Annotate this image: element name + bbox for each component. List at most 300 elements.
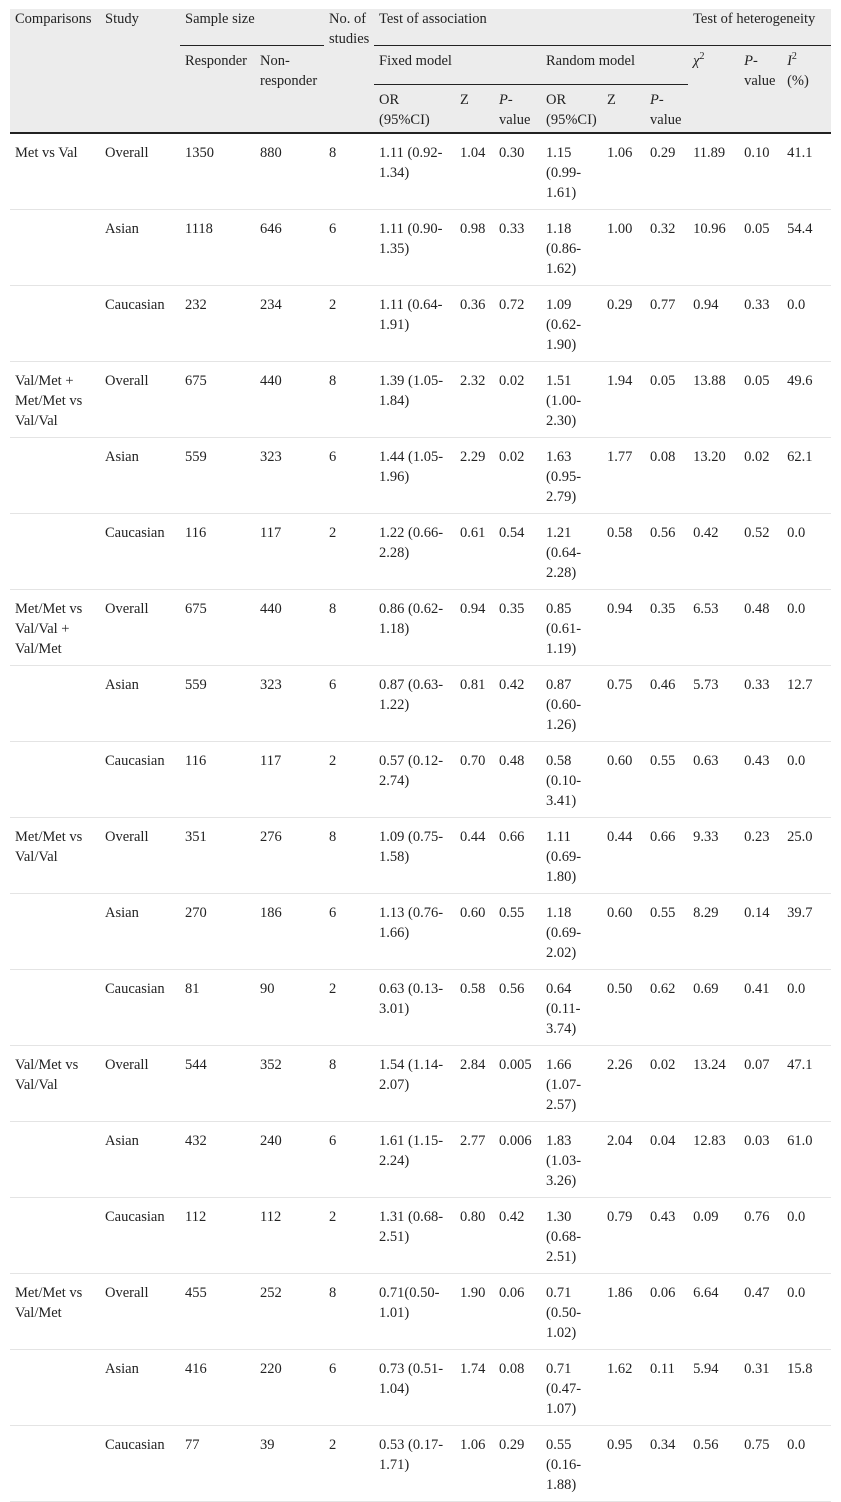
cell-fixed-or: 0.87 (0.63-1.22): [374, 666, 455, 742]
i-exponent: 2: [791, 51, 797, 63]
cell-fixed-p: 0.08: [494, 1350, 541, 1426]
cell-fixed-z: 0.80: [455, 1198, 494, 1274]
cell-chi2: 5.94: [688, 1350, 739, 1426]
table-row: [10, 1274, 831, 1350]
header-fixed-z: Z: [455, 85, 494, 134]
cell-study: Asian: [100, 894, 180, 970]
cell-random-z: 0.79: [602, 1198, 645, 1274]
cell-random-p: 0.43: [645, 1198, 688, 1274]
chi-exponent: 2: [699, 51, 705, 63]
cell-random-p: 0.77: [645, 286, 688, 362]
cell-random-z: 0.95: [602, 1426, 645, 1502]
cell-random-z: 0.58: [602, 514, 645, 590]
cell-fixed-p: 0.42: [494, 1198, 541, 1274]
cell-study: Overall: [100, 590, 180, 666]
cell-chi2: 5.73: [688, 666, 739, 742]
cell-non-responder: 240: [255, 1122, 324, 1198]
cell-fixed-or: 1.11 (0.64-1.91): [374, 286, 455, 362]
cell-fixed-p: 0.33: [494, 210, 541, 286]
cell-fixed-p: 0.48: [494, 742, 541, 818]
cell-fixed-p: 0.35: [494, 590, 541, 666]
cell-no-studies: 8: [324, 362, 374, 438]
cell-random-p: 0.62: [645, 970, 688, 1046]
cell-fixed-or: 1.54 (1.14-2.07): [374, 1046, 455, 1122]
cell-fixed-or: 0.63 (0.13-3.01): [374, 970, 455, 1046]
cell-chi2: 13.88: [688, 362, 739, 438]
cell-no-studies: 6: [324, 438, 374, 514]
cell-study: Overall: [100, 362, 180, 438]
p-symbol: P: [744, 53, 753, 69]
cell-i2: 0.0: [782, 742, 831, 818]
table-row: [10, 286, 831, 362]
cell-het-p: 0.52: [739, 514, 782, 590]
header-test-heterogeneity: Test of heterogeneity: [688, 9, 831, 46]
table-row: [10, 590, 831, 666]
cell-random-or: 0.71 (0.50-1.02): [541, 1274, 602, 1350]
cell-responder: 232: [180, 286, 255, 362]
cell-comparison: [10, 894, 100, 970]
p-suffix: -value: [499, 92, 531, 128]
cell-non-responder: 440: [255, 362, 324, 438]
cell-het-p: 0.31: [739, 1350, 782, 1426]
cell-i2: 0.0: [782, 1426, 831, 1502]
cell-no-studies: 2: [324, 742, 374, 818]
header-chi2: [688, 46, 739, 134]
cell-random-z: 0.50: [602, 970, 645, 1046]
cell-study: Caucasian: [100, 1426, 180, 1502]
table-row: [10, 1046, 831, 1122]
cell-fixed-or: 1.09 (0.75-1.58): [374, 818, 455, 894]
cell-het-p: 0.47: [739, 1274, 782, 1350]
cell-random-z: 1.00: [602, 210, 645, 286]
cell-chi2: 9.33: [688, 818, 739, 894]
cell-fixed-p: 0.02: [494, 438, 541, 514]
cell-responder: 416: [180, 1350, 255, 1426]
cell-non-responder: 323: [255, 438, 324, 514]
table-row: [10, 666, 831, 742]
cell-no-studies: 2: [324, 970, 374, 1046]
cell-responder: 81: [180, 970, 255, 1046]
cell-random-or: 1.66 (1.07-2.57): [541, 1046, 602, 1122]
cell-fixed-p: 0.72: [494, 286, 541, 362]
cell-no-studies: 6: [324, 210, 374, 286]
cell-random-p: 0.56: [645, 514, 688, 590]
cell-i2: 0.0: [782, 590, 831, 666]
cell-comparison: [10, 970, 100, 1046]
cell-random-z: 1.94: [602, 362, 645, 438]
cell-non-responder: 112: [255, 1198, 324, 1274]
p-symbol: P: [650, 92, 659, 108]
table-row: [10, 742, 831, 818]
cell-fixed-z: 0.58: [455, 970, 494, 1046]
cell-responder: 1118: [180, 210, 255, 286]
cell-non-responder: 39: [255, 1426, 324, 1502]
cell-responder: 675: [180, 362, 255, 438]
cell-non-responder: 276: [255, 818, 324, 894]
cell-fixed-or: 0.53 (0.17-1.71): [374, 1426, 455, 1502]
i-unit: (%): [787, 73, 809, 89]
cell-non-responder: 117: [255, 742, 324, 818]
table-row: [10, 1198, 831, 1274]
meta-analysis-table-container: [10, 9, 831, 1502]
header-fixed-model: Fixed model: [374, 46, 541, 85]
cell-fixed-z: 1.04: [455, 133, 494, 210]
header-random-z: Z: [602, 85, 645, 134]
cell-no-studies: 8: [324, 133, 374, 210]
cell-fixed-p: 0.54: [494, 514, 541, 590]
cell-fixed-p: 0.55: [494, 894, 541, 970]
cell-responder: 270: [180, 894, 255, 970]
cell-random-z: 0.60: [602, 894, 645, 970]
cell-non-responder: 117: [255, 514, 324, 590]
cell-fixed-or: 0.73 (0.51-1.04): [374, 1350, 455, 1426]
cell-het-p: 0.33: [739, 286, 782, 362]
table-row: [10, 210, 831, 286]
cell-non-responder: 90: [255, 970, 324, 1046]
cell-comparison: Met vs Val: [10, 133, 100, 210]
header-random-p: [645, 85, 688, 134]
cell-responder: 1350: [180, 133, 255, 210]
cell-random-or: 1.21 (0.64-2.28): [541, 514, 602, 590]
cell-i2: 61.0: [782, 1122, 831, 1198]
cell-i2: 41.1: [782, 133, 831, 210]
table-row: [10, 1122, 831, 1198]
cell-comparison: [10, 1426, 100, 1502]
cell-study: Asian: [100, 666, 180, 742]
cell-i2: 39.7: [782, 894, 831, 970]
cell-fixed-or: 1.11 (0.90-1.35): [374, 210, 455, 286]
cell-study: Overall: [100, 1274, 180, 1350]
cell-random-or: 1.18 (0.69-2.02): [541, 894, 602, 970]
cell-comparison: [10, 1198, 100, 1274]
cell-no-studies: 6: [324, 894, 374, 970]
cell-non-responder: 252: [255, 1274, 324, 1350]
cell-random-z: 0.94: [602, 590, 645, 666]
cell-fixed-z: 0.60: [455, 894, 494, 970]
cell-random-p: 0.55: [645, 742, 688, 818]
cell-random-p: 0.29: [645, 133, 688, 210]
cell-study: Overall: [100, 818, 180, 894]
cell-het-p: 0.02: [739, 438, 782, 514]
cell-random-or: 1.83 (1.03-3.26): [541, 1122, 602, 1198]
cell-responder: 675: [180, 590, 255, 666]
cell-study: Caucasian: [100, 970, 180, 1046]
header-no-studies: No. of studies: [324, 9, 374, 133]
cell-fixed-z: 0.44: [455, 818, 494, 894]
cell-chi2: 6.53: [688, 590, 739, 666]
cell-i2: 0.0: [782, 970, 831, 1046]
table-row: [10, 970, 831, 1046]
cell-non-responder: 220: [255, 1350, 324, 1426]
cell-fixed-p: 0.56: [494, 970, 541, 1046]
header-non-responder: Non-responder: [255, 46, 324, 134]
cell-random-or: 0.55 (0.16-1.88): [541, 1426, 602, 1502]
cell-random-z: 2.04: [602, 1122, 645, 1198]
cell-chi2: 13.24: [688, 1046, 739, 1122]
cell-random-or: 0.71 (0.47-1.07): [541, 1350, 602, 1426]
header-sample-size: Sample size: [180, 9, 324, 46]
cell-fixed-p: 0.02: [494, 362, 541, 438]
cell-fixed-z: 2.32: [455, 362, 494, 438]
cell-responder: 77: [180, 1426, 255, 1502]
cell-het-p: 0.23: [739, 818, 782, 894]
cell-chi2: 10.96: [688, 210, 739, 286]
cell-fixed-or: 0.86 (0.62-1.18): [374, 590, 455, 666]
cell-study: Asian: [100, 1350, 180, 1426]
cell-non-responder: 880: [255, 133, 324, 210]
cell-het-p: 0.14: [739, 894, 782, 970]
cell-no-studies: 8: [324, 1046, 374, 1122]
cell-fixed-or: 1.13 (0.76-1.66): [374, 894, 455, 970]
cell-i2: 15.8: [782, 1350, 831, 1426]
cell-comparison: [10, 210, 100, 286]
cell-fixed-or: 1.39 (1.05-1.84): [374, 362, 455, 438]
cell-fixed-p: 0.42: [494, 666, 541, 742]
cell-random-p: 0.66: [645, 818, 688, 894]
cell-comparison: [10, 742, 100, 818]
cell-comparison: [10, 666, 100, 742]
cell-comparison: Val/Met vs Val/Val: [10, 1046, 100, 1122]
table-row: [10, 133, 831, 210]
table-row: [10, 894, 831, 970]
cell-fixed-or: 1.31 (0.68-2.51): [374, 1198, 455, 1274]
cell-chi2: 0.63: [688, 742, 739, 818]
cell-chi2: 13.20: [688, 438, 739, 514]
cell-random-p: 0.11: [645, 1350, 688, 1426]
cell-fixed-z: 1.06: [455, 1426, 494, 1502]
cell-responder: 559: [180, 666, 255, 742]
cell-random-z: 1.62: [602, 1350, 645, 1426]
cell-i2: 12.7: [782, 666, 831, 742]
cell-random-z: 0.29: [602, 286, 645, 362]
header-fixed-p: [494, 85, 541, 134]
cell-study: Caucasian: [100, 742, 180, 818]
cell-no-studies: 6: [324, 1122, 374, 1198]
cell-no-studies: 2: [324, 1198, 374, 1274]
table-row: [10, 362, 831, 438]
cell-random-or: 0.85 (0.61-1.19): [541, 590, 602, 666]
cell-non-responder: 646: [255, 210, 324, 286]
header-fixed-or: OR (95%CI): [374, 85, 455, 134]
cell-fixed-or: 0.71(0.50-1.01): [374, 1274, 455, 1350]
cell-het-p: 0.75: [739, 1426, 782, 1502]
cell-random-z: 0.44: [602, 818, 645, 894]
cell-random-or: 1.51 (1.00-2.30): [541, 362, 602, 438]
cell-non-responder: 323: [255, 666, 324, 742]
cell-random-or: 1.15 (0.99-1.61): [541, 133, 602, 210]
cell-fixed-or: 0.57 (0.12-2.74): [374, 742, 455, 818]
cell-chi2: 0.69: [688, 970, 739, 1046]
cell-chi2: 0.94: [688, 286, 739, 362]
table-header: [10, 9, 831, 133]
cell-random-or: 1.09 (0.62-1.90): [541, 286, 602, 362]
cell-no-studies: 2: [324, 1426, 374, 1502]
cell-random-z: 1.06: [602, 133, 645, 210]
cell-fixed-z: 0.81: [455, 666, 494, 742]
meta-analysis-table: [10, 9, 831, 1502]
cell-comparison: Met/Met vs Val/Val: [10, 818, 100, 894]
cell-fixed-z: 0.36: [455, 286, 494, 362]
cell-no-studies: 2: [324, 286, 374, 362]
cell-responder: 432: [180, 1122, 255, 1198]
header-random-or: OR (95%CI): [541, 85, 602, 134]
p-suffix: -value: [744, 53, 776, 89]
cell-random-p: 0.06: [645, 1274, 688, 1350]
cell-comparison: [10, 514, 100, 590]
cell-fixed-p: 0.005: [494, 1046, 541, 1122]
cell-fixed-z: 1.90: [455, 1274, 494, 1350]
header-random-model: Random model: [541, 46, 688, 85]
i-symbol: I: [787, 53, 792, 69]
table-row: [10, 818, 831, 894]
cell-non-responder: 234: [255, 286, 324, 362]
cell-i2: 0.0: [782, 1274, 831, 1350]
header-study: Study: [100, 9, 180, 133]
cell-het-p: 0.33: [739, 666, 782, 742]
cell-het-p: 0.10: [739, 133, 782, 210]
cell-het-p: 0.05: [739, 362, 782, 438]
cell-random-p: 0.35: [645, 590, 688, 666]
cell-i2: 0.0: [782, 1198, 831, 1274]
cell-study: Overall: [100, 133, 180, 210]
table-row: [10, 438, 831, 514]
cell-comparison: [10, 438, 100, 514]
cell-responder: 116: [180, 514, 255, 590]
cell-study: Asian: [100, 1122, 180, 1198]
cell-random-p: 0.04: [645, 1122, 688, 1198]
table-body: [10, 133, 831, 1502]
cell-no-studies: 8: [324, 1274, 374, 1350]
cell-comparison: [10, 1122, 100, 1198]
cell-i2: 47.1: [782, 1046, 831, 1122]
cell-study: Caucasian: [100, 514, 180, 590]
cell-chi2: 6.64: [688, 1274, 739, 1350]
cell-fixed-z: 1.74: [455, 1350, 494, 1426]
cell-responder: 351: [180, 818, 255, 894]
cell-fixed-or: 1.61 (1.15-2.24): [374, 1122, 455, 1198]
cell-het-p: 0.43: [739, 742, 782, 818]
cell-study: Caucasian: [100, 286, 180, 362]
cell-responder: 559: [180, 438, 255, 514]
cell-het-p: 0.05: [739, 210, 782, 286]
cell-chi2: 12.83: [688, 1122, 739, 1198]
cell-random-z: 1.77: [602, 438, 645, 514]
cell-comparison: [10, 1350, 100, 1426]
cell-het-p: 0.41: [739, 970, 782, 1046]
cell-het-p: 0.76: [739, 1198, 782, 1274]
cell-random-z: 2.26: [602, 1046, 645, 1122]
cell-fixed-p: 0.29: [494, 1426, 541, 1502]
cell-random-or: 1.11 (0.69-1.80): [541, 818, 602, 894]
cell-responder: 544: [180, 1046, 255, 1122]
cell-i2: 0.0: [782, 514, 831, 590]
cell-study: Asian: [100, 210, 180, 286]
cell-study: Asian: [100, 438, 180, 514]
cell-fixed-z: 0.94: [455, 590, 494, 666]
cell-random-or: 1.63 (0.95-2.79): [541, 438, 602, 514]
cell-i2: 49.6: [782, 362, 831, 438]
cell-fixed-z: 2.84: [455, 1046, 494, 1122]
chi-symbol: χ: [693, 53, 700, 69]
cell-random-p: 0.46: [645, 666, 688, 742]
cell-random-z: 0.60: [602, 742, 645, 818]
header-comparisons: Comparisons: [10, 9, 100, 133]
cell-i2: 0.0: [782, 286, 831, 362]
cell-fixed-or: 1.22 (0.66-2.28): [374, 514, 455, 590]
cell-fixed-z: 2.77: [455, 1122, 494, 1198]
cell-study: Caucasian: [100, 1198, 180, 1274]
table-row: [10, 1426, 831, 1502]
cell-fixed-z: 0.98: [455, 210, 494, 286]
cell-fixed-p: 0.30: [494, 133, 541, 210]
cell-responder: 455: [180, 1274, 255, 1350]
cell-no-studies: 6: [324, 666, 374, 742]
cell-chi2: 11.89: [688, 133, 739, 210]
cell-random-z: 1.86: [602, 1274, 645, 1350]
cell-fixed-or: 1.11 (0.92-1.34): [374, 133, 455, 210]
cell-comparison: Met/Met vs Val/Met: [10, 1274, 100, 1350]
p-symbol: P: [499, 92, 508, 108]
header-het-p-value: [739, 46, 782, 134]
cell-random-or: 1.18 (0.86-1.62): [541, 210, 602, 286]
header-i2: [782, 46, 831, 134]
cell-comparison: [10, 286, 100, 362]
cell-random-p: 0.02: [645, 1046, 688, 1122]
cell-random-or: 0.58 (0.10-3.41): [541, 742, 602, 818]
cell-i2: 25.0: [782, 818, 831, 894]
cell-responder: 112: [180, 1198, 255, 1274]
cell-chi2: 8.29: [688, 894, 739, 970]
header-test-association: Test of association: [374, 9, 688, 46]
cell-no-studies: 8: [324, 818, 374, 894]
cell-random-p: 0.08: [645, 438, 688, 514]
cell-random-p: 0.55: [645, 894, 688, 970]
cell-no-studies: 2: [324, 514, 374, 590]
cell-chi2: 0.56: [688, 1426, 739, 1502]
cell-random-or: 0.64 (0.11-3.74): [541, 970, 602, 1046]
header-responder: Responder: [180, 46, 255, 134]
cell-i2: 62.1: [782, 438, 831, 514]
cell-fixed-p: 0.06: [494, 1274, 541, 1350]
cell-no-studies: 8: [324, 590, 374, 666]
cell-random-or: 0.87 (0.60-1.26): [541, 666, 602, 742]
table-row: [10, 514, 831, 590]
cell-non-responder: 186: [255, 894, 324, 970]
cell-comparison: Val/Met + Met/Met vs Val/Val: [10, 362, 100, 438]
cell-i2: 54.4: [782, 210, 831, 286]
cell-non-responder: 440: [255, 590, 324, 666]
cell-het-p: 0.48: [739, 590, 782, 666]
cell-chi2: 0.09: [688, 1198, 739, 1274]
cell-het-p: 0.07: [739, 1046, 782, 1122]
cell-random-p: 0.32: [645, 210, 688, 286]
p-suffix: -value: [650, 92, 682, 128]
cell-fixed-p: 0.006: [494, 1122, 541, 1198]
cell-fixed-or: 1.44 (1.05-1.96): [374, 438, 455, 514]
cell-fixed-z: 0.61: [455, 514, 494, 590]
cell-chi2: 0.42: [688, 514, 739, 590]
cell-random-p: 0.34: [645, 1426, 688, 1502]
cell-fixed-z: 0.70: [455, 742, 494, 818]
cell-fixed-p: 0.66: [494, 818, 541, 894]
table-row: [10, 1350, 831, 1426]
cell-random-or: 1.30 (0.68-2.51): [541, 1198, 602, 1274]
cell-comparison: Met/Met vs Val/Val + Val/Met: [10, 590, 100, 666]
cell-random-z: 0.75: [602, 666, 645, 742]
cell-fixed-z: 2.29: [455, 438, 494, 514]
cell-het-p: 0.03: [739, 1122, 782, 1198]
cell-no-studies: 6: [324, 1350, 374, 1426]
